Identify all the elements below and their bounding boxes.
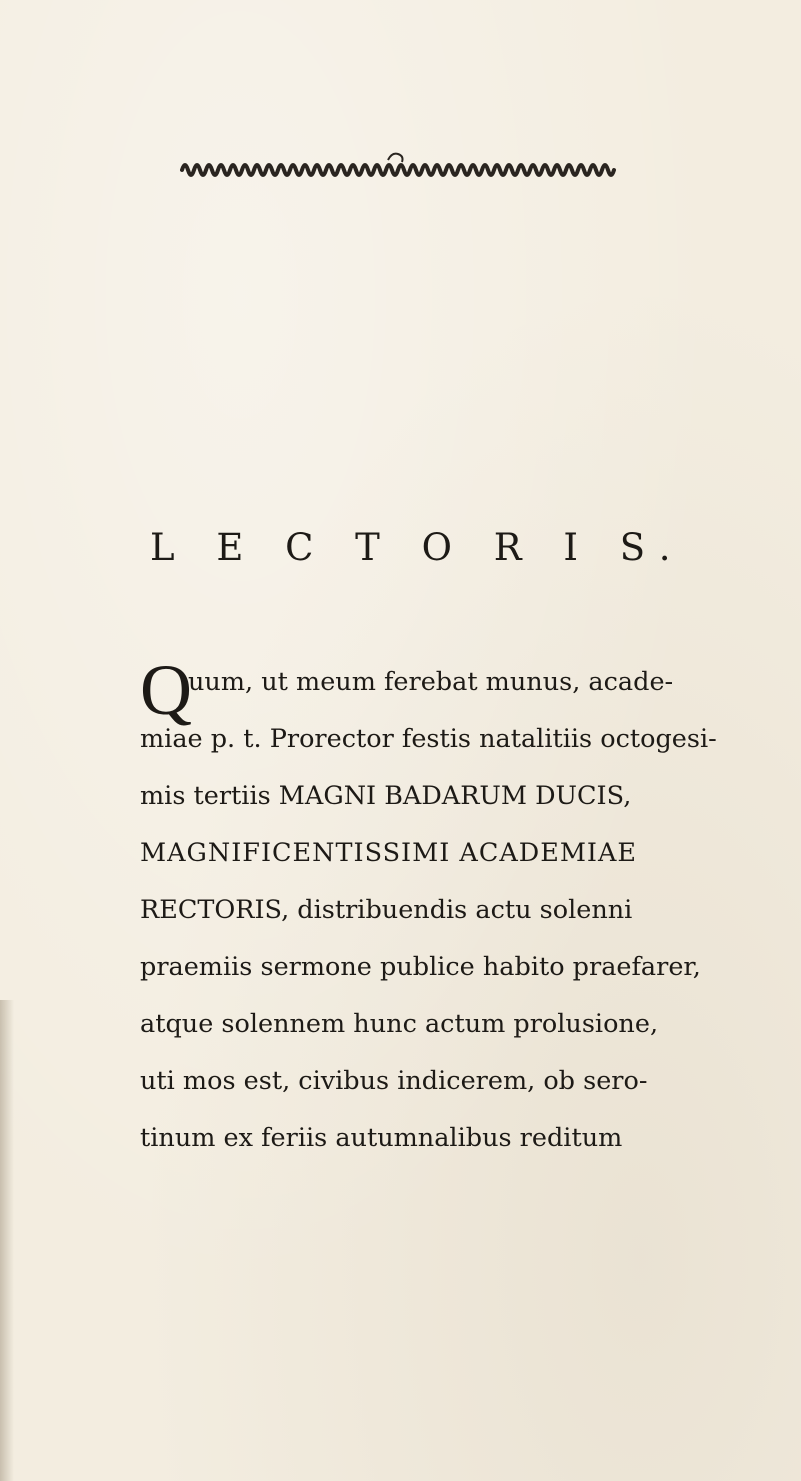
- text-line-9: tinum ex feriis autumnalibus reditum: [140, 1123, 623, 1153]
- text-line-4: MAGNIFICENTISSIMI ACADEMIAE: [140, 838, 638, 868]
- text-line-5: RECTORIS, distribuendis actu solenni: [140, 895, 633, 925]
- binding-shadow: [0, 1000, 14, 1481]
- ornament-band: [180, 150, 618, 178]
- drop-capital: Q: [140, 650, 192, 730]
- text-line-8: uti mos est, civibus indicerem, ob sero-: [140, 1066, 648, 1096]
- page-title: L E C T O R I S.: [150, 526, 686, 569]
- text-line-1: uum, ut meum ferebat munus, acade-: [188, 667, 674, 697]
- text-line-2: miae p. t. Prorector festis natalitiis octogesi-: [140, 724, 717, 754]
- text-line-3: mis tertiis MAGNI BADARUM DUCIS,: [140, 781, 632, 811]
- text-line-7: atque solennem hunc actum prolusione,: [140, 1009, 659, 1039]
- text-line-6: praemiis sermone publice habito praefarer,: [140, 952, 701, 982]
